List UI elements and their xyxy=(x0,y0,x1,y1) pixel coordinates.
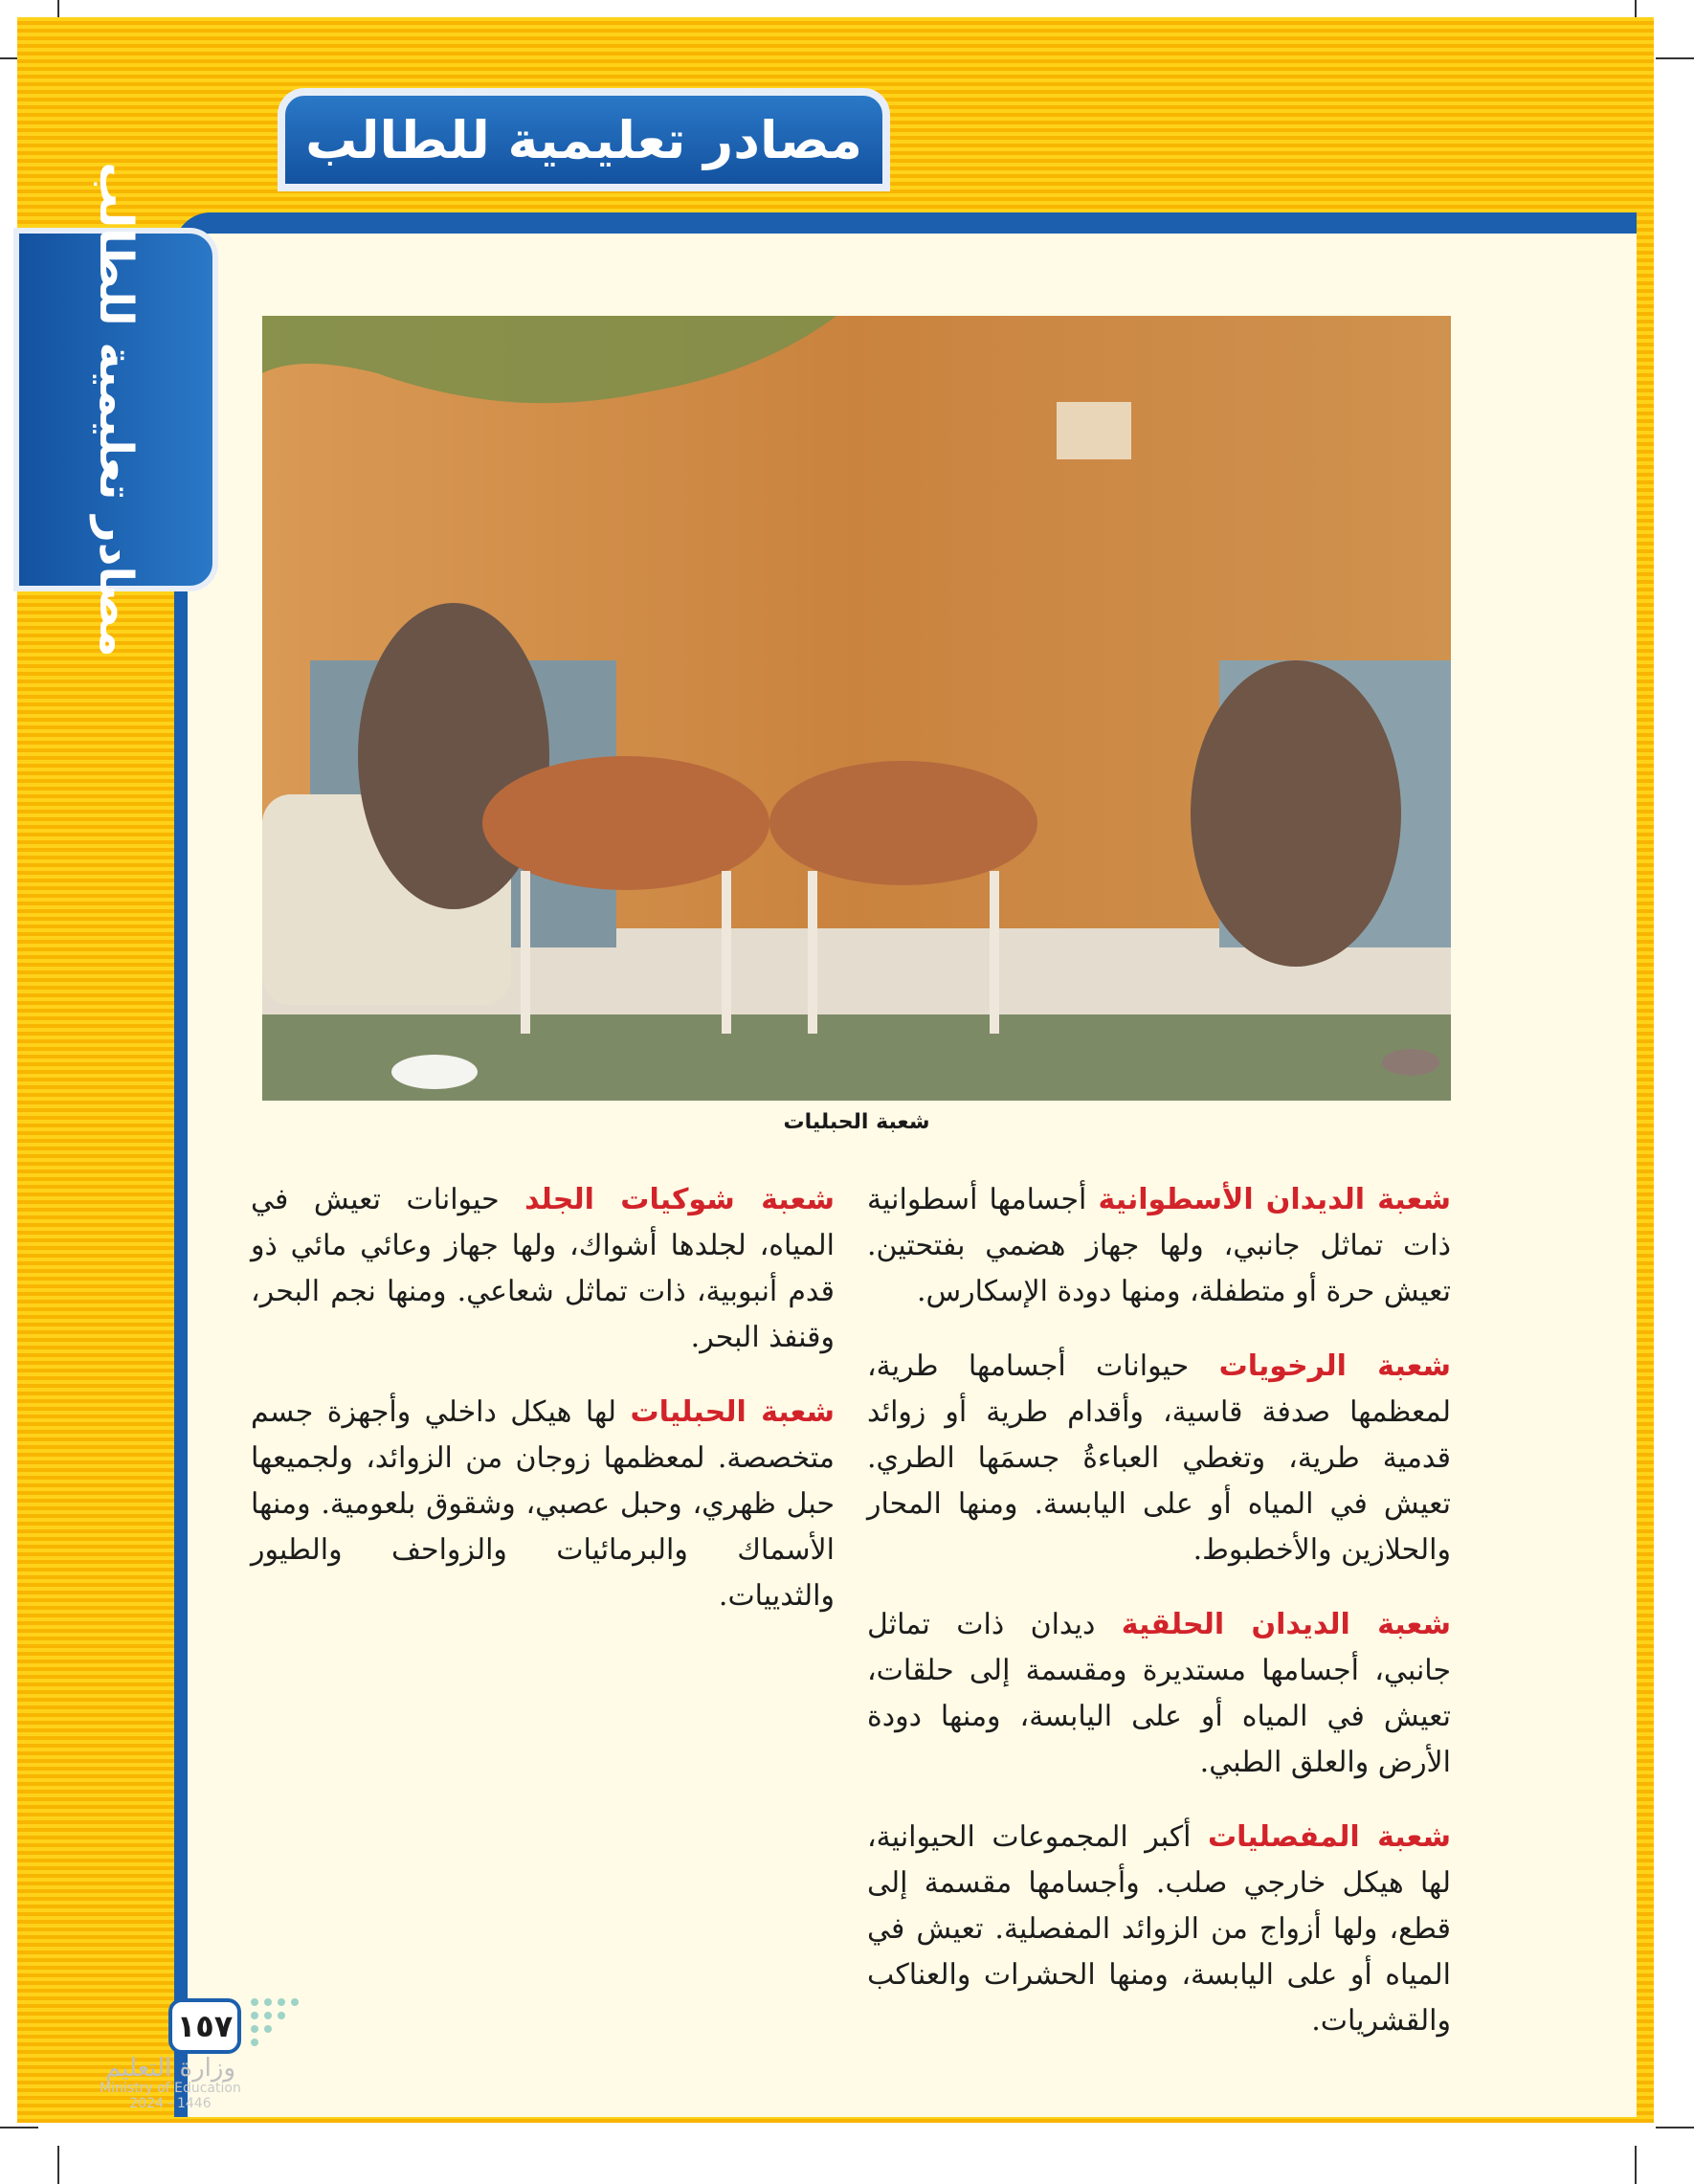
paragraph-mollusks xyxy=(867,1344,1451,1573)
gazelle-1-leg-2 xyxy=(722,871,731,1034)
term-heading: شعبة الديدان الأسطوانية xyxy=(1098,1183,1451,1216)
figure-caption: شعبة الحبليات xyxy=(783,1110,930,1134)
term-heading: شعبة الحبليات xyxy=(630,1395,835,1429)
ministry-name-en: Ministry of Education xyxy=(100,2081,241,2096)
gazelle-1-leg xyxy=(521,871,530,1034)
text-column-right xyxy=(867,1177,1451,2073)
page-title xyxy=(278,88,890,191)
gazelle-2-leg-2 xyxy=(990,871,999,1034)
ministry-logo-dots-icon xyxy=(245,1993,322,2050)
paragraph-chordates xyxy=(251,1390,835,1619)
chordates-photo xyxy=(262,316,1451,1101)
page-number xyxy=(168,1998,241,2054)
term-heading: شعبة الرخويات xyxy=(1218,1349,1452,1383)
pigeon xyxy=(1382,1049,1439,1076)
paragraph-text: حيوانات تعيش في المياه، لجلدها أشواك، ولها جهاز وعائي مائي ذو قدم أنبوبية، ذات تماثل شعاعي. ومنها نجم البحر، وقنفذ البحر. xyxy=(251,1183,835,1354)
page-title-text: مصادر تعليمية للطالب xyxy=(305,109,862,170)
wall-vent xyxy=(1057,402,1131,459)
gazelles-illustration xyxy=(262,316,1451,1101)
paragraph-text: أجسامها أسطوانية ذات تماثل جانبي، ولها جهاز هضمي بفتحتين. تعيش حرة أو متطفلة، ومنها دودة الإسكارس. xyxy=(867,1183,1451,1308)
crop-mark-br-v xyxy=(1635,2146,1637,2184)
side-section-tab xyxy=(13,162,218,657)
side-tab-label: مصادر تعليمية للطالب xyxy=(89,162,143,657)
term-heading: شعبة الديدان الحلقية xyxy=(1121,1608,1451,1641)
paragraph-nematodes xyxy=(867,1177,1451,1315)
ministry-year: 2024 - 1446 xyxy=(129,2096,212,2111)
paragraph-annelids xyxy=(867,1602,1451,1786)
white-dove xyxy=(391,1055,478,1089)
paragraph-text: لها هيكل داخلي وأجهزة جسم متخصصة. لمعظمها زوجان من الزوائد، ولجميعها حبل ظهري، وحبل عصبي، وشقوق بلعومية. ومنها الأسماك والبرمائيات والزواحف والطيور والثدييات. xyxy=(251,1395,835,1613)
ministry-watermark xyxy=(75,2056,266,2111)
paragraph-text: حيوانات أجسامها طرية، لمعظمها صدفة قاسية، وأقدام طرية أو زوائد قدمية طرية، وتغطي العباءةُ جسمَها الطري. تعيش في المياه أو على اليابسة. ومنها المحار والحلازين والأخطبوط. xyxy=(867,1349,1451,1567)
crop-mark-bl-h xyxy=(0,2127,38,2128)
ministry-name-ar: وزارة التعليم xyxy=(104,2054,236,2083)
waterbuck-right-body xyxy=(1191,660,1401,967)
term-heading: شعبة المفصليات xyxy=(1207,1820,1451,1854)
text-column-left xyxy=(251,1177,835,1648)
gazelle-2-body xyxy=(769,761,1037,885)
crop-mark-br-h xyxy=(1656,2127,1694,2128)
crop-mark-tr-h xyxy=(1656,57,1694,59)
term-heading: شعبة شوكيات الجلد xyxy=(524,1183,835,1216)
gazelle-2-leg xyxy=(808,871,817,1034)
paragraph-text: ديدان ذات تماثل جانبي، أجسامها مستديرة ومقسمة إلى حلقات، تعيش في المياه أو على اليابسة، ومنها دودة الأرض والعلق الطبي. xyxy=(867,1608,1451,1779)
paragraph-arthropods xyxy=(867,1815,1451,2044)
crop-mark-bl-v xyxy=(57,2146,59,2184)
paragraph-text: أكبر المجموعات الحيوانية، لها هيكل خارجي صلب. وأجسامها مقسمة إلى قطع، ولها أزواج من الزوائد المفصلية. تعيش في المياه أو على اليابسة، ومنها الحشرات والعناكب والقشريات. xyxy=(867,1820,1451,2038)
paragraph-echinoderms xyxy=(251,1177,835,1361)
gazelle-1-body xyxy=(482,756,769,890)
page-number-text: ١٥٧ xyxy=(176,2008,234,2044)
